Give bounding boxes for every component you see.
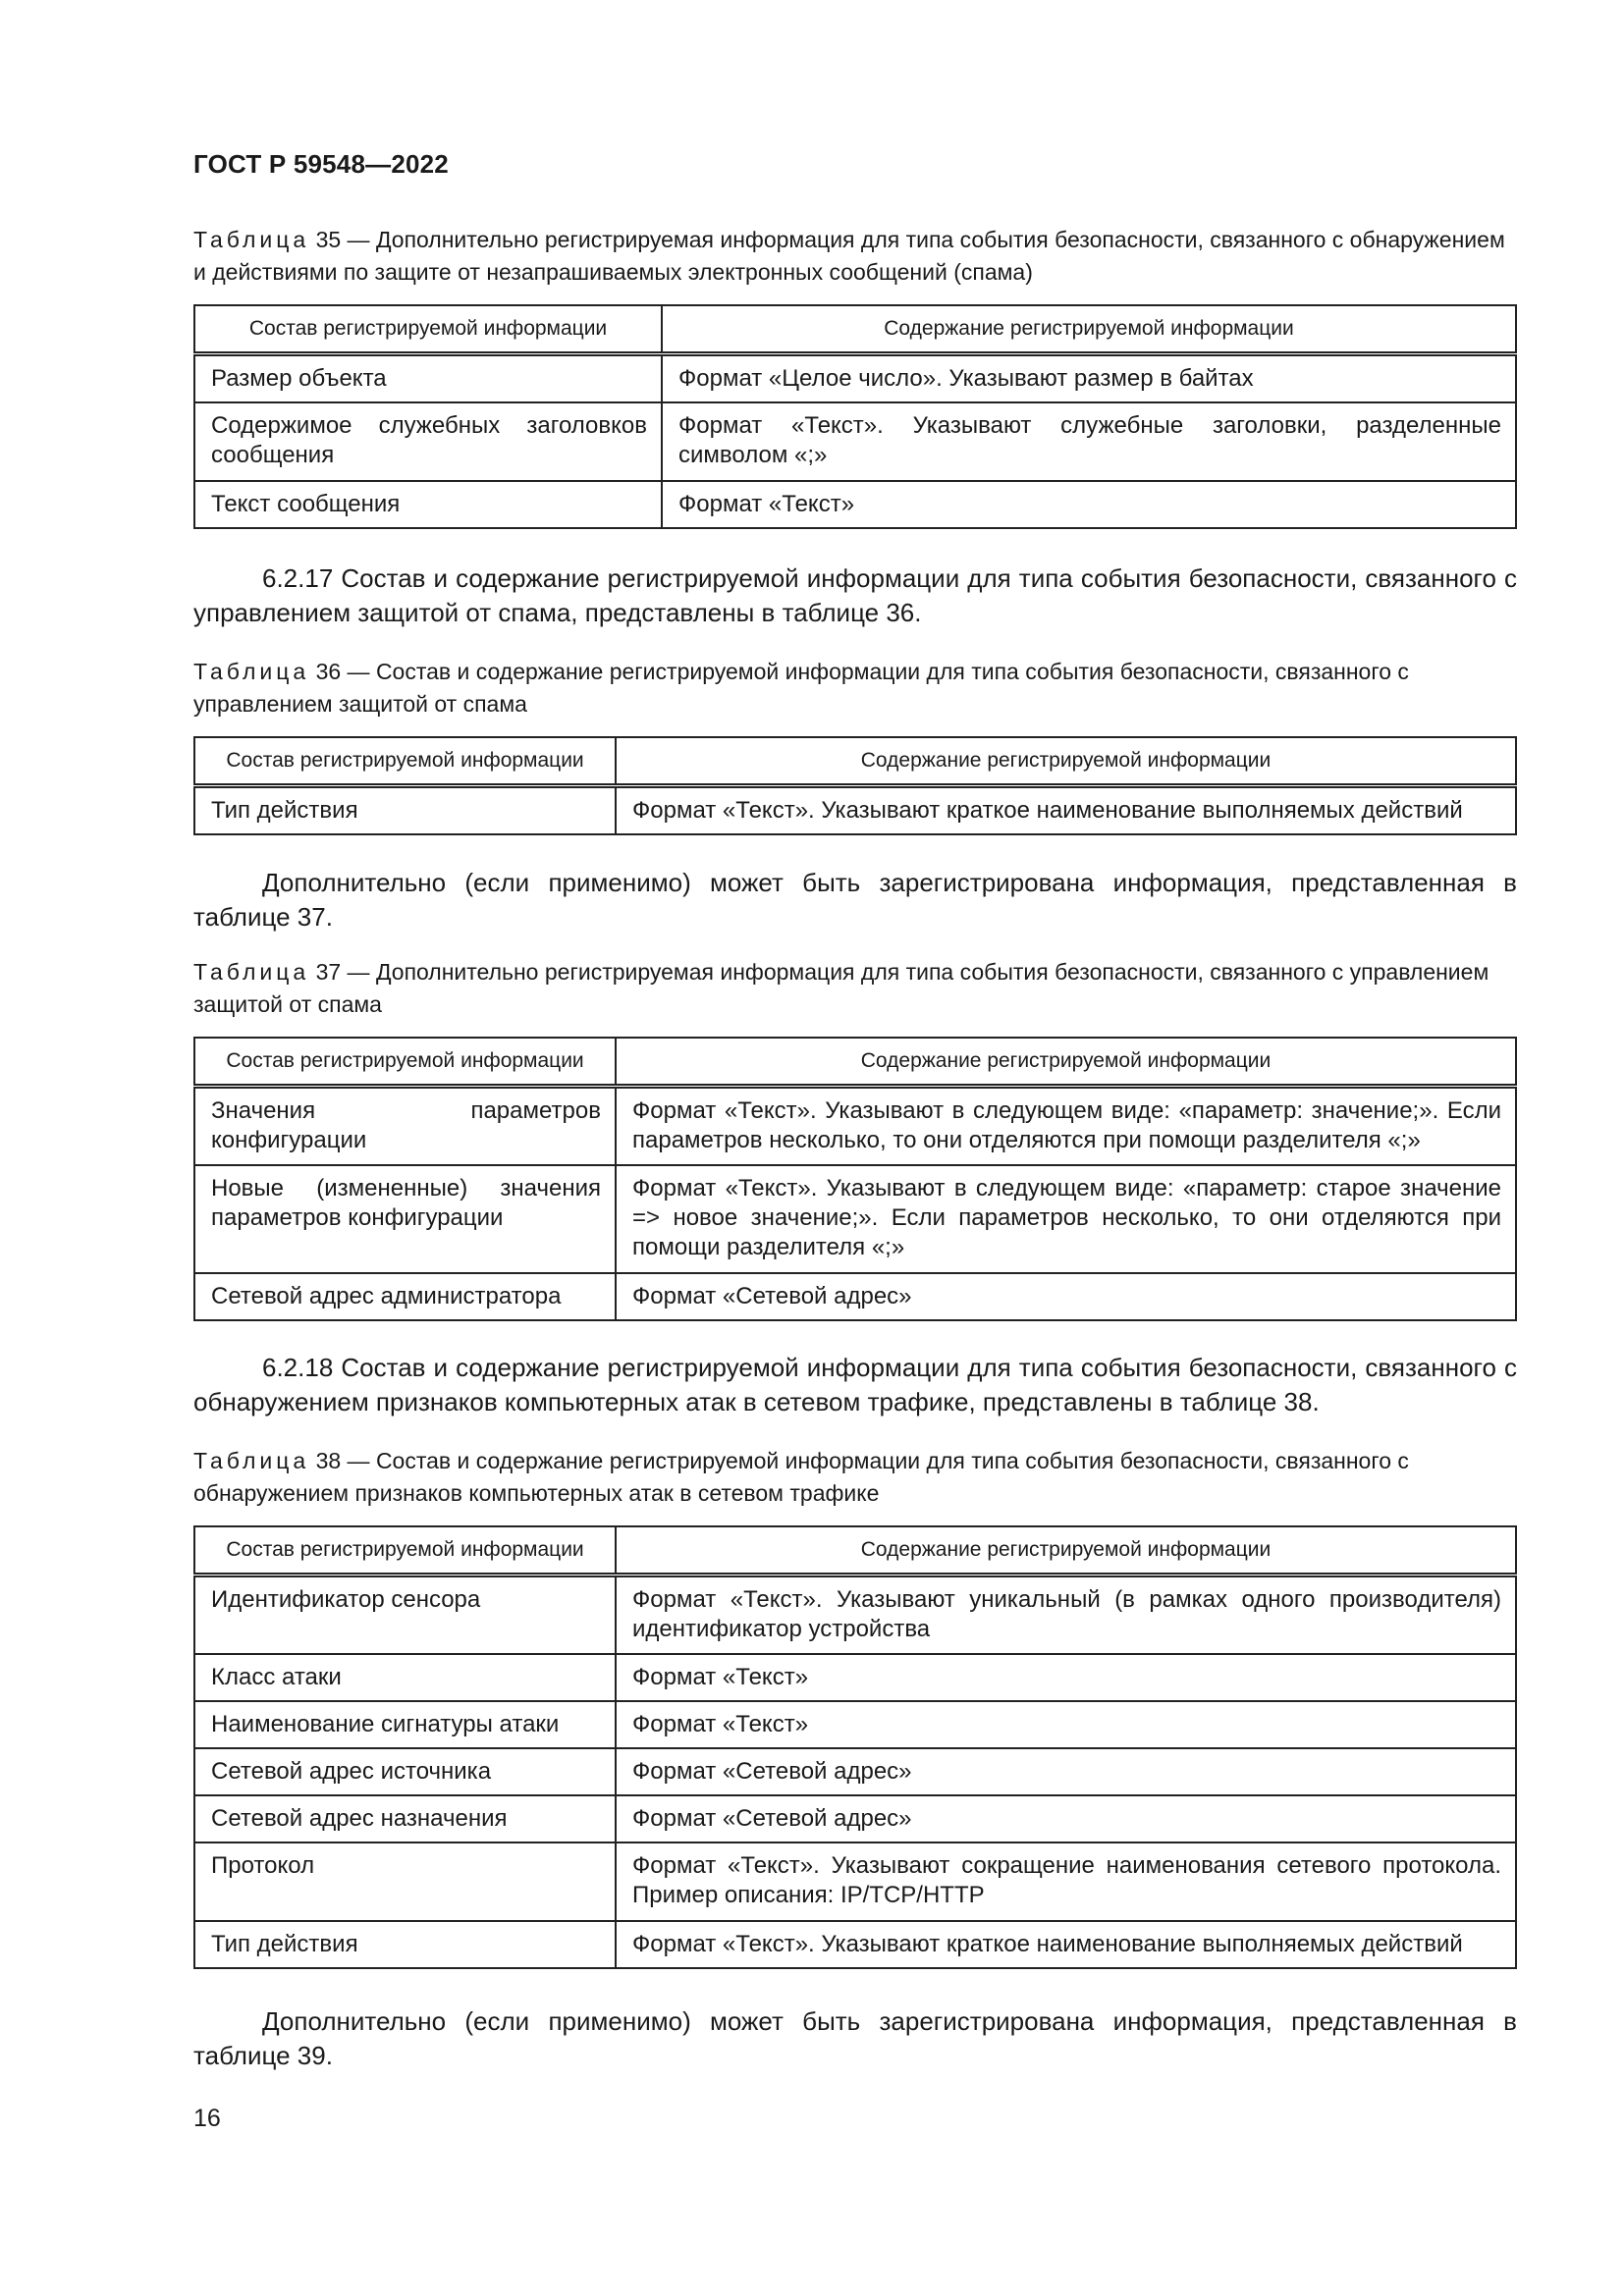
table-cell: Формат «Целое число». Указывают размер в байтах (662, 354, 1516, 403)
table-cell: Формат «Текст». Указывают сокращение наименования сетевого протокола. Пример описания: IP/TCP/HTTP (616, 1842, 1516, 1921)
caption-text: 37 — Дополнительно регистрируемая информация для типа события безопасности, связанного с управлением защитой от спама (193, 959, 1489, 1017)
caption-text: 35 — Дополнительно регистрируемая информация для типа события безопасности, связанного с обнаружением и действиями по защите от незапрашиваемых электронных сообщений (спама) (193, 227, 1505, 285)
table-row (194, 1748, 1516, 1795)
table-cell: Формат «Сетевой адрес» (616, 1273, 1516, 1320)
table-header-row (194, 1038, 1516, 1087)
table-38 (193, 1525, 1517, 1969)
table-cell: Формат «Текст». Указывают краткое наименование выполняемых действий (616, 1921, 1516, 1968)
table-cell: Формат «Текст» (662, 481, 1516, 528)
table-35 (193, 304, 1517, 529)
table-header-row (194, 305, 1516, 354)
table-cell: Сетевой адрес администратора (194, 1273, 616, 1320)
table-cell: Формат «Сетевой адрес» (616, 1795, 1516, 1842)
table-row (194, 481, 1516, 528)
paragraph-text: 6.2.17 Состав и содержание регистрируемой информации для типа события безопасности, связанного с управлением защитой от спама, представлены в таблице 36. (193, 563, 1517, 627)
table-row (194, 1842, 1516, 1921)
table-35-caption (193, 224, 1517, 289)
table-row (194, 1921, 1516, 1968)
table-row (194, 1654, 1516, 1701)
table-cell: Тип действия (194, 786, 616, 835)
paragraph-6-2-18 (193, 1351, 1517, 1419)
table-row (194, 354, 1516, 403)
paragraph-additional-37 (193, 866, 1517, 934)
paragraph-6-2-17 (193, 561, 1517, 630)
table-cell: Тип действия (194, 1921, 616, 1968)
caption-text: 36 — Состав и содержание регистрируемой информации для типа события безопасности, связанного с управлением защитой от спама (193, 659, 1409, 717)
table-cell: Формат «Текст». Указывают в следующем виде: «параметр: значение;». Если параметров несколько, то они отделяются при помощи разделителя «;» (616, 1087, 1516, 1165)
table-cell: Размер объекта (194, 354, 662, 403)
document-header: ГОСТ Р 59548—2022 (193, 149, 449, 179)
table-36-caption (193, 656, 1517, 721)
caption-text: 38 — Состав и содержание регистрируемой информации для типа события безопасности, связанного с обнаружением признаков компьютерных атак в сетевом трафике (193, 1448, 1409, 1506)
table-word: Таблица (193, 959, 310, 985)
page-number: 16 (193, 2105, 221, 2132)
table-cell: Наименование сигнатуры атаки (194, 1701, 616, 1748)
column-header: Содержание регистрируемой информации (616, 737, 1516, 786)
table-cell: Формат «Текст» (616, 1701, 1516, 1748)
table-cell: Сетевой адрес назначения (194, 1795, 616, 1842)
table-cell: Класс атаки (194, 1654, 616, 1701)
paragraph-text: 6.2.18 Состав и содержание регистрируемой информации для типа события безопасности, связанного с обнаружением признаков компьютерных атак в сетевом трафике, представлены в таблице 38. (193, 1353, 1517, 1416)
column-header: Содержание регистрируемой информации (616, 1526, 1516, 1575)
table-cell: Протокол (194, 1842, 616, 1921)
column-header: Содержание регистрируемой информации (662, 305, 1516, 354)
table-word: Таблица (193, 227, 310, 252)
table-row (194, 402, 1516, 481)
table-cell: Формат «Текст». Указывают уникальный (в рамках одного производителя) идентификатор устройства (616, 1575, 1516, 1654)
table-37 (193, 1037, 1517, 1321)
table-cell: Идентификатор сенсора (194, 1575, 616, 1654)
paragraph-text: Дополнительно (если применимо) может быть зарегистрирована информация, представленная в таблице 39. (193, 2006, 1517, 2070)
table-row (194, 1795, 1516, 1842)
table-37-caption (193, 956, 1517, 1021)
table-cell: Текст сообщения (194, 481, 662, 528)
table-header-row (194, 1526, 1516, 1575)
table-cell: Формат «Текст». Указывают в следующем виде: «параметр: старое значение => новое значение;». Если параметров несколько, то они отделяются при помощи разделителя «;» (616, 1165, 1516, 1273)
table-cell: Содержимое служебных заголовков сообщения (194, 402, 662, 481)
table-header-row (194, 737, 1516, 786)
table-row (194, 1273, 1516, 1320)
table-38-caption (193, 1445, 1517, 1510)
table-word: Таблица (193, 1448, 310, 1473)
table-row (194, 1575, 1516, 1654)
column-header: Состав регистрируемой информации (194, 305, 662, 354)
table-cell: Новые (измененные) значения параметров конфигурации (194, 1165, 616, 1273)
table-cell: Значения параметров конфигурации (194, 1087, 616, 1165)
paragraph-additional-39 (193, 2004, 1517, 2073)
table-row (194, 1165, 1516, 1273)
table-cell: Формат «Текст» (616, 1654, 1516, 1701)
table-cell: Формат «Текст». Указывают краткое наименование выполняемых действий (616, 786, 1516, 835)
paragraph-text: Дополнительно (если применимо) может быть зарегистрирована информация, представленная в таблице 37. (193, 868, 1517, 932)
column-header: Состав регистрируемой информации (194, 1526, 616, 1575)
column-header: Содержание регистрируемой информации (616, 1038, 1516, 1087)
table-cell: Формат «Сетевой адрес» (616, 1748, 1516, 1795)
table-cell: Формат «Текст». Указывают служебные заголовки, разделенные символом «;» (662, 402, 1516, 481)
column-header: Состав регистрируемой информации (194, 1038, 616, 1087)
table-row (194, 1701, 1516, 1748)
table-36 (193, 736, 1517, 835)
column-header: Состав регистрируемой информации (194, 737, 616, 786)
table-word: Таблица (193, 659, 310, 684)
table-row (194, 786, 1516, 835)
table-row (194, 1087, 1516, 1165)
table-cell: Сетевой адрес источника (194, 1748, 616, 1795)
